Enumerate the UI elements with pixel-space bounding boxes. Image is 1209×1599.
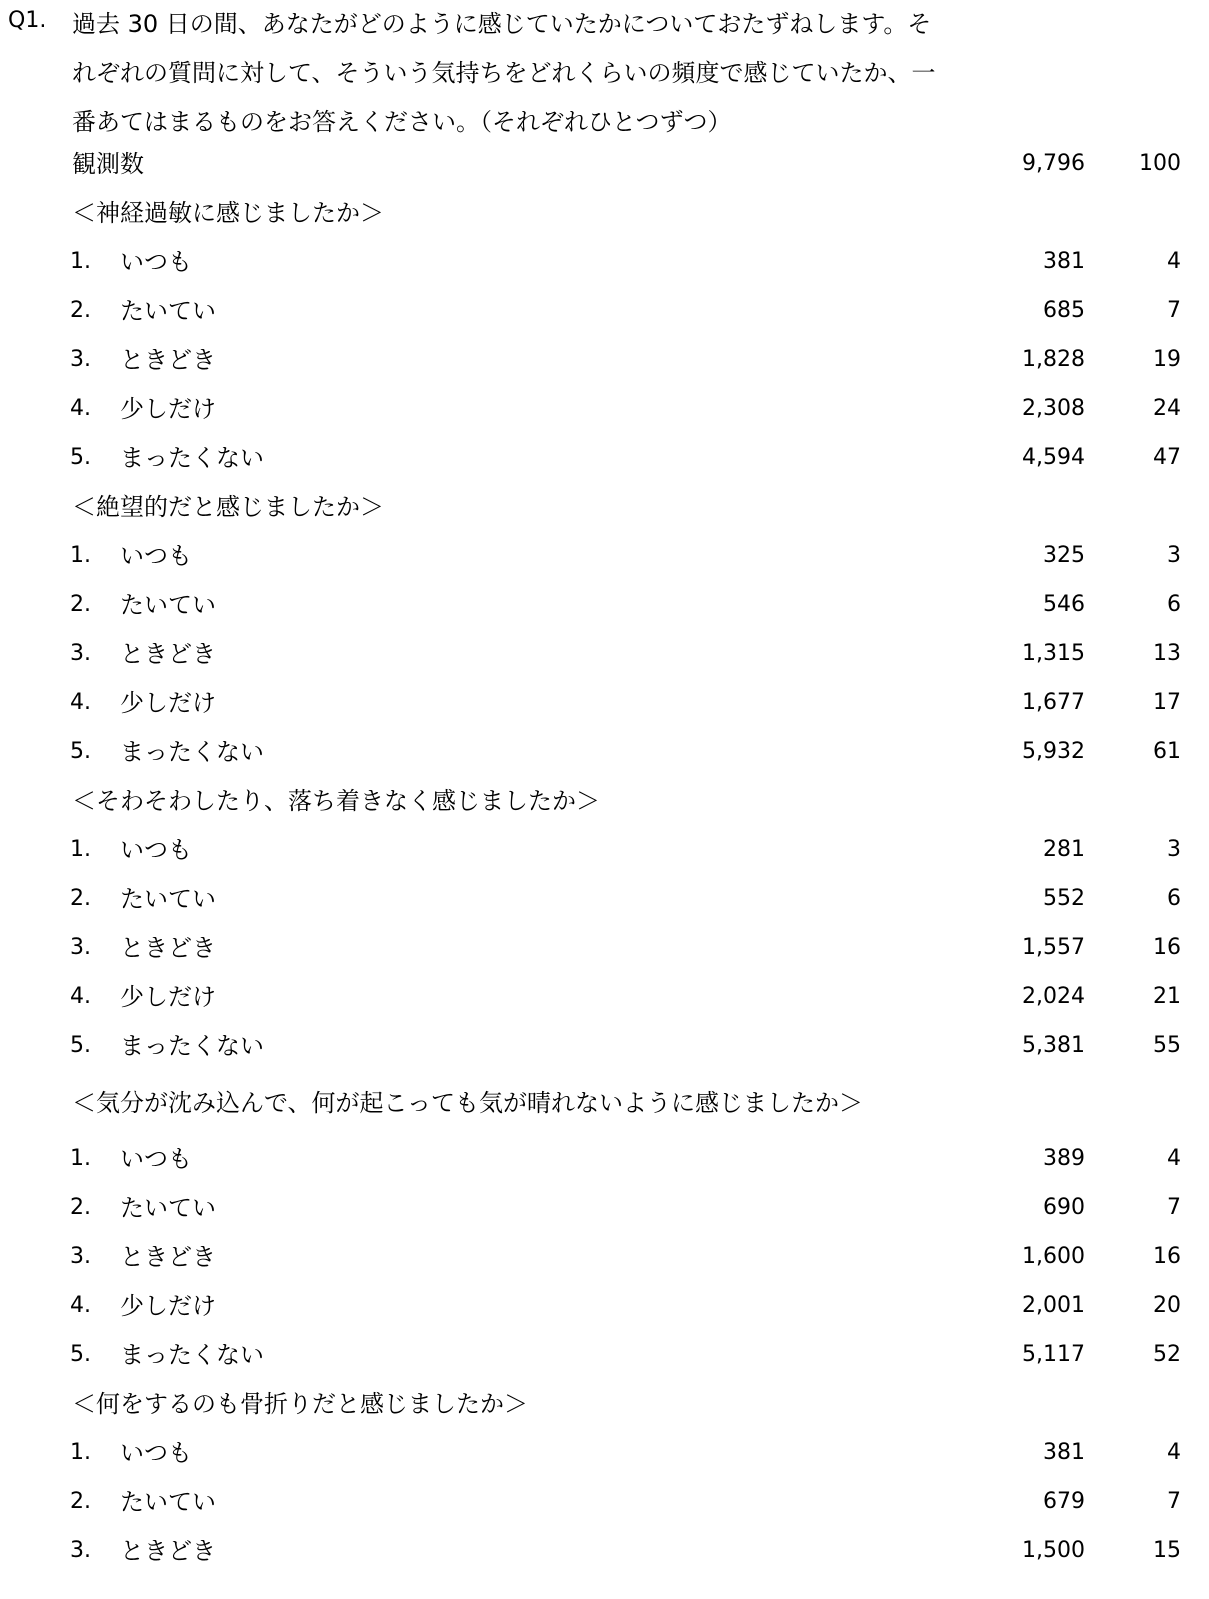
option-label: いつも [120, 1439, 192, 1467]
section-title-text: ＜何をするのも骨折りだと感じましたか＞ [72, 1390, 528, 1418]
option-pct: 4 [1167, 249, 1181, 274]
option-label: いつも [120, 1145, 192, 1173]
option-number: 5. [70, 1342, 91, 1367]
option-number: 3. [70, 1538, 91, 1563]
option-number: 3. [70, 1244, 91, 1269]
question-line: 過去 30 日の間、あなたがどのように感じていたかについておたずねします。そ [72, 10, 932, 38]
option-count: 2,001 [1022, 1293, 1085, 1318]
option-number: 1. [70, 249, 91, 274]
option-label: まったくない [120, 444, 264, 472]
option-number: 4. [70, 1293, 91, 1318]
option-count: 1,500 [1022, 1538, 1085, 1563]
option-count: 552 [1043, 886, 1085, 911]
table-row [0, 1026, 1209, 1066]
option-number: 3. [70, 935, 91, 960]
table-row [0, 879, 1209, 919]
option-label: いつも [120, 248, 192, 276]
observations-label: 観測数 [72, 150, 144, 178]
option-number: 1. [70, 1440, 91, 1465]
option-count: 281 [1043, 837, 1085, 862]
observations-row [0, 144, 1209, 184]
table-row [0, 1531, 1209, 1571]
option-label: まったくない [120, 1032, 264, 1060]
option-pct: 20 [1153, 1293, 1181, 1318]
option-count: 2,308 [1022, 396, 1085, 421]
table-row [0, 732, 1209, 772]
option-number: 2. [70, 592, 91, 617]
option-count: 325 [1043, 543, 1085, 568]
option-label: たいてい [120, 1488, 216, 1516]
table-row [0, 1237, 1209, 1277]
option-label: ときどき [120, 934, 216, 962]
table-row [0, 830, 1209, 870]
table-row [0, 389, 1209, 429]
option-number: 3. [70, 347, 91, 372]
option-label: ときどき [120, 640, 216, 668]
question-line: れぞれの質問に対して、そういう気持ちをどれくらいの頻度で感じていたか、一 [72, 59, 936, 87]
table-row [0, 634, 1209, 674]
option-number: 1. [70, 1146, 91, 1171]
option-count: 381 [1043, 249, 1085, 274]
option-count: 546 [1043, 592, 1085, 617]
table-row [0, 291, 1209, 331]
option-label: たいてい [120, 297, 216, 325]
option-count: 5,932 [1022, 739, 1085, 764]
option-label: たいてい [120, 885, 216, 913]
option-pct: 16 [1153, 935, 1181, 960]
section-title [0, 487, 1209, 527]
option-number: 2. [70, 886, 91, 911]
option-number: 2. [70, 1195, 91, 1220]
section-title-text: ＜絶望的だと感じましたか＞ [72, 493, 384, 521]
option-label: 少しだけ [120, 395, 216, 423]
option-pct: 21 [1153, 984, 1181, 1009]
option-number: 4. [70, 396, 91, 421]
question-line: 番あてはまるものをお答えください。（それぞれひとつずつ） [72, 108, 732, 136]
option-number: 2. [70, 298, 91, 323]
table-row [0, 536, 1209, 576]
option-count: 2,024 [1022, 984, 1085, 1009]
option-pct: 13 [1153, 641, 1181, 666]
option-pct: 7 [1167, 1489, 1181, 1514]
option-number: 1. [70, 837, 91, 862]
option-count: 1,315 [1022, 641, 1085, 666]
option-number: 4. [70, 690, 91, 715]
table-row [0, 928, 1209, 968]
option-pct: 55 [1153, 1033, 1181, 1058]
option-number: 2. [70, 1489, 91, 1514]
option-count: 1,557 [1022, 935, 1085, 960]
option-count: 685 [1043, 298, 1085, 323]
option-number: 5. [70, 1033, 91, 1058]
option-pct: 7 [1167, 1195, 1181, 1220]
option-pct: 3 [1167, 543, 1181, 568]
option-number: 3. [70, 641, 91, 666]
option-label: いつも [120, 836, 192, 864]
option-number: 5. [70, 445, 91, 470]
option-pct: 61 [1153, 739, 1181, 764]
option-pct: 4 [1167, 1440, 1181, 1465]
table-row [0, 1139, 1209, 1179]
section-title-text: ＜気分が沈み込んで、何が起こっても気が晴れないように感じましたか＞ [72, 1089, 864, 1117]
option-pct: 4 [1167, 1146, 1181, 1171]
option-label: たいてい [120, 591, 216, 619]
table-row [0, 1335, 1209, 1375]
option-label: まったくない [120, 738, 264, 766]
option-count: 1,677 [1022, 690, 1085, 715]
option-count: 389 [1043, 1146, 1085, 1171]
option-count: 690 [1043, 1195, 1085, 1220]
table-row [0, 1433, 1209, 1473]
section-title [0, 1083, 1209, 1123]
option-pct: 6 [1167, 592, 1181, 617]
option-label: いつも [120, 542, 192, 570]
option-label: ときどき [120, 1243, 216, 1271]
option-number: 5. [70, 739, 91, 764]
option-label: 少しだけ [120, 1292, 216, 1320]
table-row [0, 977, 1209, 1017]
option-pct: 19 [1153, 347, 1181, 372]
option-pct: 16 [1153, 1244, 1181, 1269]
option-label: 少しだけ [120, 983, 216, 1011]
option-pct: 15 [1153, 1538, 1181, 1563]
table-row [0, 1286, 1209, 1326]
option-count: 5,117 [1022, 1342, 1085, 1367]
option-pct: 47 [1153, 445, 1181, 470]
section-title [0, 781, 1209, 821]
option-pct: 7 [1167, 298, 1181, 323]
option-label: まったくない [120, 1341, 264, 1369]
table-row [0, 683, 1209, 723]
table-row [0, 585, 1209, 625]
question-number: Q1. [8, 8, 47, 33]
table-row [0, 438, 1209, 478]
table-row [0, 1482, 1209, 1522]
option-count: 1,828 [1022, 347, 1085, 372]
option-pct: 6 [1167, 886, 1181, 911]
question-text [72, 0, 992, 147]
option-pct: 52 [1153, 1342, 1181, 1367]
option-label: 少しだけ [120, 689, 216, 717]
option-label: ときどき [120, 1537, 216, 1565]
section-title-text: ＜そわそわしたり、落ち着きなく感じましたか＞ [72, 787, 600, 815]
observations-count: 9,796 [1022, 151, 1085, 176]
table-row [0, 340, 1209, 380]
option-count: 5,381 [1022, 1033, 1085, 1058]
option-count: 381 [1043, 1440, 1085, 1465]
option-pct: 3 [1167, 837, 1181, 862]
option-count: 679 [1043, 1489, 1085, 1514]
section-title [0, 1384, 1209, 1424]
option-number: 4. [70, 984, 91, 1009]
option-count: 1,600 [1022, 1244, 1085, 1269]
option-number: 1. [70, 543, 91, 568]
table-row [0, 242, 1209, 282]
option-label: ときどき [120, 346, 216, 374]
table-row [0, 1188, 1209, 1228]
option-pct: 17 [1153, 690, 1181, 715]
option-pct: 24 [1153, 396, 1181, 421]
observations-pct: 100 [1139, 151, 1181, 176]
option-count: 4,594 [1022, 445, 1085, 470]
option-label: たいてい [120, 1194, 216, 1222]
section-title [0, 193, 1209, 233]
section-title-text: ＜神経過敏に感じましたか＞ [72, 199, 384, 227]
